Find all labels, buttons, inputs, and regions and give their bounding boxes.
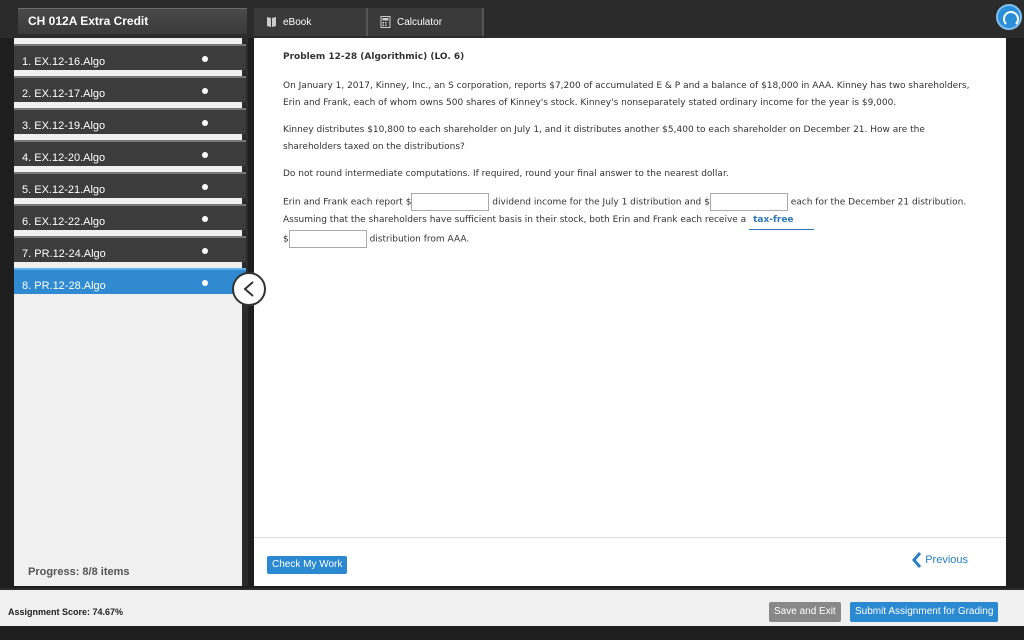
toolbar-tabs bbox=[254, 8, 484, 36]
course-title: CH 012A Extra Credit bbox=[18, 8, 247, 34]
footer-bar bbox=[0, 588, 1024, 626]
sidebar-item-4[interactable] bbox=[14, 140, 246, 166]
status-dot-icon bbox=[202, 120, 208, 126]
assignment-score: Assignment Score: 74.67% bbox=[8, 607, 124, 617]
sidebar-item-3[interactable] bbox=[14, 108, 246, 134]
question-list bbox=[14, 44, 246, 300]
problem-paragraph-1: On January 1, 2017, Kinney, Inc., an S corporation, reports $7,200 of accumulated E & P and a balance of $18,000 in AAA. Kinney has two shareholders, Erin and Frank, each of whom owns 500 shares of Kinney's stock. Kinney's nonseparately stated ordinary income for the year is $9,000. bbox=[283, 81, 970, 108]
help-icon[interactable] bbox=[996, 4, 1022, 30]
calculator-icon bbox=[380, 16, 391, 28]
sidebar-item-label: 1. EX.12-16.Algo bbox=[22, 56, 106, 68]
dollar-sign: $ bbox=[704, 197, 710, 208]
status-dot-icon bbox=[202, 280, 208, 286]
sidebar-item-6[interactable] bbox=[14, 204, 246, 230]
answer-block bbox=[283, 193, 983, 248]
answer-text-3: each for the December 21 distribution. Assuming that the shareholders have sufficient basis in their stock, both Erin and Frank each receive a bbox=[283, 197, 967, 225]
check-my-work-button[interactable]: Check My Work bbox=[267, 556, 347, 574]
distribution-type-select[interactable]: tax-free bbox=[749, 212, 813, 230]
status-dot-icon bbox=[202, 152, 208, 158]
sidebar-item-label: 4. EX.12-20.Algo bbox=[22, 152, 106, 164]
sidebar-item-label: 6. EX.12-22.Algo bbox=[22, 216, 106, 228]
ebook-tab-label: eBook bbox=[283, 16, 312, 28]
top-bar bbox=[0, 0, 1024, 38]
chevron-left-icon bbox=[243, 281, 255, 297]
answer-text-2: dividend income for the July 1 distribution and bbox=[489, 197, 705, 208]
sidebar-item-label: 7. PR.12-24.Algo bbox=[22, 248, 106, 260]
problem-title: Problem 12-28 (Algorithmic) (LO. 6) bbox=[283, 52, 465, 62]
sidebar-item-label: 8. PR.12-28.Algo bbox=[22, 280, 106, 292]
problem-content bbox=[283, 49, 983, 248]
sidebar-item-label: 5. EX.12-21.Algo bbox=[22, 184, 106, 196]
book-icon bbox=[266, 16, 277, 28]
dollar-sign: $ bbox=[405, 197, 412, 208]
chevron-left-icon bbox=[912, 552, 921, 568]
submit-assignment-button[interactable]: Submit Assignment for Grading bbox=[850, 602, 998, 622]
calculator-tab-label: Calculator bbox=[397, 16, 443, 28]
sidebar-item-2[interactable] bbox=[14, 76, 246, 102]
save-and-exit-button[interactable]: Save and Exit bbox=[769, 602, 841, 622]
problem-paragraph-2: Kinney distributes $10,800 to each shareholder on July 1, and it distributes another $5,400 to each shareholder on December 21. How are the shareholders taxed on the distributions? bbox=[283, 125, 925, 152]
sidebar-item-1[interactable] bbox=[14, 44, 246, 70]
ebook-tab[interactable] bbox=[254, 8, 368, 36]
status-dot-icon bbox=[202, 248, 208, 254]
sidebar-item-7[interactable] bbox=[14, 236, 246, 262]
previous-button[interactable] bbox=[912, 552, 968, 568]
previous-label: Previous bbox=[925, 554, 968, 566]
sidebar-item-8[interactable] bbox=[14, 268, 246, 294]
status-dot-icon bbox=[202, 184, 208, 190]
dollar-sign: $ bbox=[283, 234, 289, 244]
action-bar bbox=[254, 537, 1006, 586]
aaa-distribution-input[interactable] bbox=[289, 230, 367, 248]
answer-text-1: Erin and Frank each report bbox=[283, 197, 406, 208]
sidebar-item-label: 3. EX.12-19.Algo bbox=[22, 120, 106, 132]
december-amount-input[interactable] bbox=[710, 193, 788, 211]
july-dividend-input[interactable] bbox=[411, 193, 489, 211]
answer-text-4: distribution from AAA. bbox=[366, 234, 470, 244]
status-dot-icon bbox=[202, 88, 208, 94]
status-dot-icon bbox=[202, 56, 208, 62]
progress-text: Progress: 8/8 items bbox=[28, 566, 130, 578]
collapse-sidebar-button[interactable] bbox=[232, 272, 266, 306]
question-sidebar bbox=[14, 38, 248, 586]
status-dot-icon bbox=[202, 216, 208, 222]
calculator-tab[interactable] bbox=[368, 8, 484, 36]
sidebar-item-label: 2. EX.12-17.Algo bbox=[22, 88, 106, 100]
problem-panel bbox=[254, 38, 1006, 586]
problem-paragraph-3: Do not round intermediate computations. If required, round your final answer to the nearest dollar. bbox=[283, 169, 729, 179]
sidebar-item-5[interactable] bbox=[14, 172, 246, 198]
